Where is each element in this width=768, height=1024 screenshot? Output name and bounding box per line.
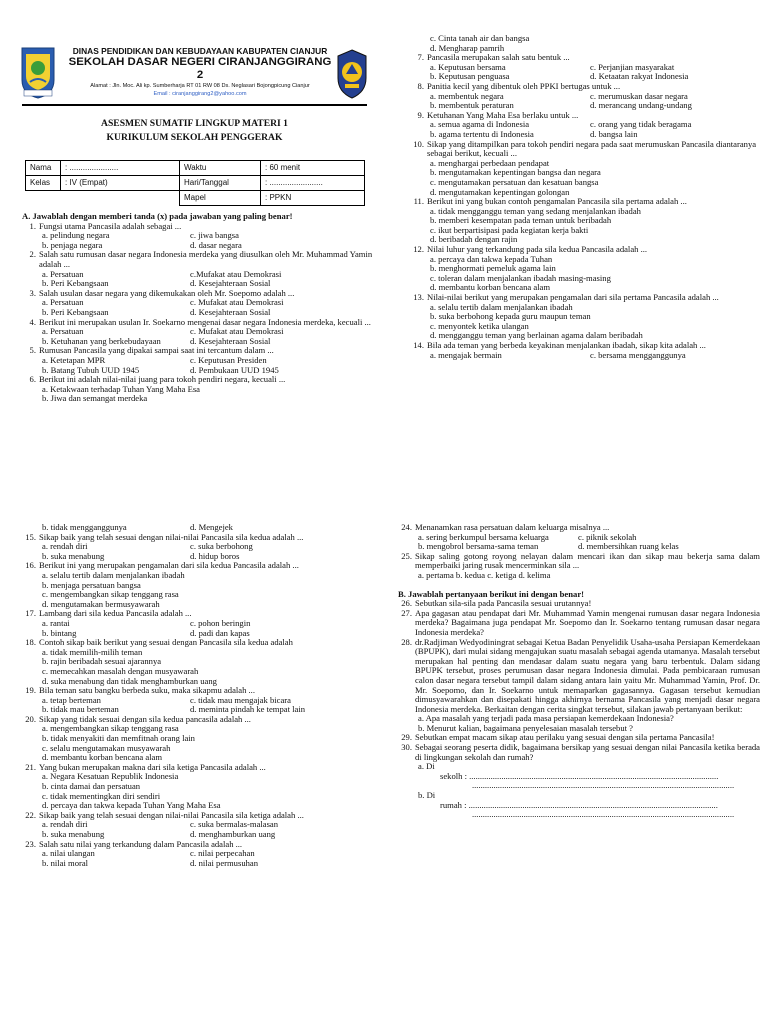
answer-option[interactable]: b. Batang Tubuh UUD 1945 — [42, 364, 140, 375]
answer-option[interactable]: c. suka berbohong — [190, 541, 253, 552]
question-text: Salah usulan dasar negara yang dikemukakan oleh Mr. Soepomo adalah ... — [39, 287, 295, 298]
answer-options-row — [22, 859, 388, 869]
question-number: 30. — [401, 742, 412, 753]
answer-option[interactable]: c. orang yang tidak beragama — [590, 119, 692, 130]
question-item — [398, 552, 760, 571]
question-text: Salah satu nilai yang terkandung dalam Pancasila adalah ... — [39, 838, 243, 849]
question-number: 17. — [25, 608, 36, 619]
answer-option[interactable]: b. nilai moral — [42, 857, 89, 868]
question-text: Bila teman satu bangku berbeda suku, maka sikapmu adalah ... — [39, 685, 255, 696]
answer-option[interactable]: d. merancang undang-undang — [590, 100, 692, 111]
section-heading: B. Jawablah pertanyaan berikut ini dengan benar! — [398, 588, 584, 599]
answer-option[interactable]: a. tetap berteman — [42, 694, 101, 705]
answer-option[interactable]: a. menghargai perbedaan pendapat — [430, 157, 550, 168]
answer-option[interactable]: d. nilai permusuhan — [190, 857, 259, 868]
question-number: 21. — [25, 761, 36, 772]
answer-option[interactable]: c. tidak mau mengajak bicara — [190, 694, 291, 705]
answer-option[interactable]: c. Keputusan Presiden — [190, 354, 267, 365]
question-number: 6. — [29, 374, 36, 385]
answer-option[interactable]: a. membentuk negara — [430, 90, 504, 101]
hari-label: Hari/Tanggal — [180, 176, 261, 191]
question-text: Yang bukan merupakan makna dari sila ketiga Pancasila adalah ... — [39, 761, 266, 772]
answer-option[interactable]: a. selalu tertib dalam menjalankan ibadah — [42, 569, 185, 580]
answer-option[interactable]: d. Kesejahteraan Sosial — [190, 306, 271, 317]
answer-option[interactable]: a. Apa masalah yang terjadi pada masa persiapan kemerdekaan Indonesia? — [418, 713, 674, 724]
answer-line[interactable]: rumah : .................................................................................................................... — [440, 800, 718, 810]
answer-option[interactable]: b. Menurut kalian, bagaimana penyelesaian masalah tersebut ? — [418, 722, 633, 733]
question-number: 9. — [417, 109, 424, 120]
answer-option[interactable]: d. Pembukaan UUD 1945 — [190, 364, 279, 375]
question-number: 12. — [413, 244, 424, 255]
answer-options-row — [410, 351, 760, 361]
question-number: 1. — [29, 220, 36, 231]
waktu-value: : 60 menit — [261, 161, 365, 176]
answer-option[interactable]: c. piknik sekolah — [578, 531, 637, 542]
question-text: Bila ada teman yang berbeda keyakinan menjalankan ibadah, sikap kita adalah ... — [427, 340, 706, 350]
answer-option[interactable]: c. mengembangkan sikap tenggang rasa — [42, 589, 179, 600]
answer-option[interactable]: a. Di — [418, 761, 435, 772]
question-text: Berikut ini adalah nilai-nilai juang para tokoh pendiri negara, kecuali ... — [39, 374, 286, 385]
answer-option[interactable]: b. Jiwa dan semangat merdeka — [42, 393, 148, 404]
answer-option[interactable]: c. pohon beringin — [190, 617, 251, 628]
answer-option[interactable]: a. Persatuan — [42, 268, 84, 279]
answer-option[interactable]: a. Keputusan bersama — [430, 61, 506, 72]
answer-option[interactable]: d. Mengejek — [190, 522, 233, 532]
answer-option[interactable]: b. mengobrol bersama-sama teman — [418, 541, 539, 552]
question-text: Rumusan Pancasila yang dipakai sampai saat ini tercantum dalam ... — [39, 345, 274, 356]
question-item — [398, 638, 760, 715]
answer-option[interactable]: c. suka bermalas-malasan — [190, 819, 279, 830]
kelas-label: Kelas — [26, 176, 61, 191]
answer-option[interactable]: a. percaya dan takwa kepada Tuhan — [430, 253, 553, 264]
answer-option[interactable]: a. mengembangkan sikap tenggang rasa — [42, 723, 179, 734]
answer-option[interactable]: b. menjaga persatuan bangsa — [42, 579, 141, 590]
question-text: Sikap baik yang telah sesuai dengan nilai-nilai Pancasila sila kedua adalah ... — [39, 531, 304, 542]
answer-option[interactable]: c. jiwa bangsa — [190, 230, 239, 241]
answer-option[interactable]: c. merumuskan dasar negara — [590, 90, 688, 101]
answer-option[interactable]: a. mengajak bermain — [430, 349, 502, 360]
answer-option[interactable]: a. selalu tertib dalam menjalankan ibadah — [430, 301, 573, 312]
question-text: Nilai luhur yang terkandung pada sila kedua Pancasila adalah ... — [427, 244, 648, 255]
question-text: Sikap saling gotong royong nelayan dalam mencari ikan dan sikap mau bekerja sama dalam memperbaiki jaring rusak mencerminkan sila ... — [415, 550, 760, 571]
question-number: 22. — [25, 809, 36, 820]
answer-option[interactable]: b. agama tertentu di Indonesia — [430, 128, 534, 139]
answer-option[interactable]: c. selalu mengutamakan musyawarah — [42, 742, 171, 753]
answer-option[interactable]: d. membantu korban bencana alam — [42, 752, 163, 763]
nama-label: Nama — [26, 161, 61, 176]
dinas-name: DINAS PENDIDIKAN DAN KEBUDAYAAN KABUPATEN CIANJUR — [72, 46, 328, 56]
question-number: 11. — [413, 196, 424, 207]
answer-option[interactable]: b. menghormati pemeluk agama lain — [430, 263, 556, 274]
hari-value[interactable]: : ........................ — [261, 176, 365, 191]
answer-option[interactable]: a. rendah diri — [42, 819, 88, 830]
answer-option[interactable]: b. bintang — [42, 627, 77, 638]
question-text: Berikut ini yang bukan contoh pengamalan Pancasila sila pertama adalah ... — [427, 196, 687, 207]
answer-option[interactable]: d. beribadah dengan rajin — [430, 234, 518, 245]
answer-option[interactable]: c. menyontek ketika ulangan — [430, 320, 529, 331]
school-address: Alamat : Jln. Moc. Ali kp. Sumberharja RT 01 RW 08 Ds. Neglasari Bojongpicung Cianjur — [90, 83, 310, 89]
question-text: dr.Radjiman Wedyodiningrat sebagai Ketua Badan Penyelidik Usaha-usaha Persiapan Kemerdekaan (BPUPK), dari mulai sidang mengajukan suatu masalah sebagai agenda utamanya. Masalah tersebut merupakan hal penting dan mendasar dalam suatu negara yang baru terbentuk. Dalam sidang BPUPK tersebut, proses perumusan dasar negara Indonesia dimulai. Pada pembicaraan rumusan calon dasar negara tersebut tampil dalam sidang antara lain yaitu Mr. Muhammad Yamin, Prof. Dr. Mr. Soepomo, dan Ir. Soekarno untuk memaparkan gagasannya. Gagasan tersebut kemudian dimusyawarahkan dan disepakati hingga akhirnya bernama Pancasila yang menjadi dasar negara Indonesia merdeka. Berkaitan dengan cerita singkat tersebut, silakan jawab pertanyaan berikut: — [415, 636, 760, 714]
answer-option[interactable]: b. tidak menyakiti dan memfitnah orang lain — [42, 733, 195, 744]
answer-option[interactable]: a. Persatuan — [42, 326, 84, 337]
answer-option[interactable]: a. Negara Kesatuan Republik Indonesia — [42, 771, 179, 782]
answer-option[interactable]: b. cinta damai dan persatuan — [42, 781, 141, 792]
question-number: 29. — [401, 732, 412, 743]
answer-option[interactable]: a. nilai ulangan — [42, 848, 95, 859]
answer-option[interactable]: c. mengutamakan persatuan dan kesatuan bangsa — [430, 176, 599, 187]
answer-option[interactable]: d. mengganggu teman yang berlainan agama dalam beribadah — [430, 330, 643, 341]
answer-option[interactable]: c. toleran dalam menjalankan ibadah masing-masing — [430, 272, 611, 283]
answer-option[interactable]: c. Cinta tanah air dan bangsa — [430, 33, 530, 43]
answer-option[interactable]: d. percaya dan takwa kepada Tuhan Yang Maha Esa — [42, 800, 221, 811]
question-number: 15. — [25, 531, 36, 542]
question-text: Nilai-nilai berikut yang merupakan pengamalan dari sila pertama Pancasila adalah ... — [427, 292, 719, 303]
question-text: Sikap yang tidak sesuai dengan sila kedua pancasila adalah ... — [39, 713, 251, 724]
answer-option[interactable]: a. sering berkumpul bersama keluarga — [418, 531, 549, 542]
answer-option[interactable]: b. tidak mau berteman — [42, 704, 119, 715]
section-heading: A. Jawablah dengan memberi tanda (x) pada jawaban yang paling benar! — [22, 211, 293, 221]
school-email: Email : ciranjanggirang2@yahoo.com — [153, 91, 247, 97]
waktu-label: Waktu — [180, 161, 261, 176]
answer-option[interactable]: d. menghamburkan uang — [190, 829, 276, 839]
answer-option[interactable]: c. Mufakat atau Demokrasi — [190, 326, 284, 337]
answer-option[interactable]: a. tidak mengganggu teman yang sedang menjalankan ibadah — [430, 205, 641, 216]
question-number: 25. — [401, 550, 412, 561]
questions-column-left-top — [22, 0, 378, 520]
questions-column-right-bottom — [398, 523, 760, 1023]
question-text: Sikap baik yang telah sesuai dengan nilai-nilai Pancasila sila ketiga adalah ... — [39, 809, 304, 820]
question-number: 20. — [25, 713, 36, 724]
answer-option[interactable]: d. membantu korban bencana alam — [430, 282, 551, 293]
question-text: Sebagai seorang peserta didik, bagaimana bersikap yang sesuai dengan nilai Pancasila ketika berada di lingkungan sekolah dan rumah? — [415, 742, 760, 762]
answer-option[interactable]: c. tidak mementingkan diri sendiri — [42, 790, 161, 801]
question-text: Sebutkan empat macam sikap atau perilaku yang sesuai dengan sila pertama Pancasila! — [415, 732, 715, 743]
school-name: SEKOLAH DASAR NEGERI CIRANJANGGIRANG 2 — [68, 56, 332, 81]
question-number: 26. — [401, 598, 412, 609]
question-number: 24. — [401, 522, 412, 532]
mapel-label: Mapel — [180, 191, 261, 206]
answer-option[interactable]: b. membentuk peraturan — [430, 100, 514, 111]
question-number: 7. — [417, 52, 424, 63]
question-number: 18. — [25, 637, 36, 648]
questions-column-left-bottom — [22, 523, 388, 1023]
answer-option[interactable]: b. rajin beribadah sesuai ajarannya — [42, 656, 162, 667]
answer-option[interactable]: d. dasar negara — [190, 239, 242, 250]
question-text: Lambang dari sila kedua Pancasila adalah ... — [39, 608, 192, 619]
answer-option[interactable]: b. Keputusan penguasa — [430, 71, 510, 82]
question-text: Berikut ini yang merupakan pengamalan dari sila kedua Pancasila adalah ... — [39, 560, 299, 571]
answer-option[interactable]: c. memecahkan masalah dengan musyawarah — [42, 665, 199, 676]
answer-option[interactable]: b. Ketuhanan yang berkebudayaan — [42, 335, 161, 346]
answer-option[interactable]: b. mengutamakan kepentingan bangsa dan negara — [430, 167, 601, 178]
answer-option[interactable]: d. mengutamakan bermusyawarah — [42, 598, 160, 609]
answer-option[interactable]: b. penjaga negara — [42, 239, 103, 250]
mapel-value: : PPKN — [261, 191, 365, 206]
answer-option[interactable]: d. membersihkan ruang kelas — [578, 541, 679, 552]
answer-option[interactable]: a. semua agama di Indonesia — [430, 119, 530, 130]
answer-option[interactable]: c. ikut berpartisipasi pada kegiatan kerja bakti — [430, 224, 589, 235]
questions-column-right-top — [410, 0, 760, 520]
answer-option[interactable]: d. suka menabung dan tidak menghamburkan uang — [42, 675, 217, 686]
answer-option[interactable]: c. Perjanjian masyarakat — [590, 61, 675, 72]
answer-option[interactable]: c. Mufakat atau Demokrasi — [190, 297, 284, 308]
answer-option[interactable]: b. memberi kesempatan pada teman untuk beribadah — [430, 215, 612, 226]
answer-option[interactable]: d. Kesejahteraan Sosial — [190, 335, 271, 346]
answer-option[interactable]: a. tidak memilih-milih teman — [42, 646, 143, 657]
question-number: 19. — [25, 685, 36, 696]
question-text: Sebutkan sila-sila pada Pancasila sesuai urutannya! — [415, 598, 592, 609]
answer-option[interactable]: c. bersama mengganggunya — [590, 349, 686, 360]
answer-option[interactable]: c.Mufakat atau Demokrasi — [190, 268, 282, 279]
question-text: Panitia kecil yang dibentuk oleh PPKI bertugas untuk ... — [427, 80, 621, 91]
answer-option[interactable]: d. meminta pindah ke tempat lain — [190, 704, 306, 715]
answer-option[interactable]: b. suka menabung — [42, 550, 105, 561]
exam-title: ASESMEN SUMATIF LINGKUP MATERI 1 — [101, 118, 288, 129]
answer-option[interactable]: a. pertama b. kedua c. ketiga d. kelima — [418, 569, 551, 580]
answer-option[interactable]: b. Peri Kebangsaan — [42, 306, 109, 317]
question-number: 2. — [29, 249, 36, 260]
answer-option[interactable]: a. rantai — [42, 617, 70, 628]
answer-line[interactable]: .......................................................................................................................... — [472, 810, 735, 820]
question-text: Salah satu rumusan dasar negara Indonesia merdeka yang diusulkan oleh Mr. Muhammad Yamin adalah ... — [39, 249, 373, 269]
answer-option[interactable]: a. Persatuan — [42, 297, 84, 308]
answer-option[interactable]: d. Kesejahteraan Sosial — [190, 278, 271, 289]
question-item — [22, 250, 378, 269]
question-text: Pancasila merupakan salah satu bentuk ... — [427, 52, 570, 63]
exam-subtitle: KURIKULUM SEKOLAH PENGGERAK — [106, 132, 283, 143]
answer-option[interactable]: c. nilai perpecahan — [190, 848, 255, 859]
question-text: Berikut ini merupakan usulan Ir. Soekarno mengenai dasar negara Indonesia merdeka, kecuali ... — [39, 316, 371, 327]
answer-line[interactable]: .......................................................................................................................... — [472, 781, 735, 791]
question-text: Menanamkan rasa persatuan dalam keluarga misalnya ... — [415, 522, 610, 532]
question-number: 27. — [401, 607, 412, 618]
question-number: 10. — [413, 138, 424, 149]
question-number: 14. — [413, 340, 424, 350]
answer-option[interactable]: d. hidup boros — [190, 550, 240, 561]
question-number: 16. — [25, 560, 36, 571]
question-text: Apa gagasan atau pendapat dari Mr. Muhammad Yamin mengenai rumusan dasar negara Indonesia merdeka? Bagaimana juga pendapat Mr. Soepomo dan Ir. Soekarno tentang rumusan dasar negara Indonesia merdeka? — [415, 607, 760, 637]
answer-option[interactable]: a. rendah diri — [42, 541, 88, 552]
answer-line[interactable]: sekolh : .................................................................................................................... — [440, 771, 719, 781]
question-text: Ketuhanan Yang Maha Esa berlaku untuk ... — [427, 109, 579, 120]
question-text: Sikap yang ditampilkan para tokoh pendiri negara pada saat merumuskan Pancasila diantaranya sebagai berikut, kecuali ... — [427, 138, 757, 159]
question-text: Fungsi utama Pancasila adalah sebagai ... — [39, 220, 182, 231]
kelas-value: : IV (Empat) — [61, 176, 180, 191]
answer-option[interactable]: a. pelindung negara — [42, 230, 110, 241]
answer-option[interactable]: b. suka menabung — [42, 829, 105, 839]
question-text: Contoh sikap baik berikut yang sesuai dengan Pancasila sila kedua adalah — [39, 637, 293, 648]
answer-option[interactable]: b. suka berbohong kepada guru maupun teman — [430, 311, 591, 322]
question-number: 4. — [29, 316, 36, 327]
answer-option[interactable]: d. Ketaatan rakyat Indonesia — [590, 71, 689, 82]
answer-option[interactable]: b. Di — [418, 790, 436, 801]
question-item — [410, 140, 760, 159]
answer-option[interactable]: d. Mengharap pamrih — [430, 42, 505, 53]
answer-option[interactable]: b. Peri Kebangsaan — [42, 278, 109, 289]
question-item — [398, 609, 760, 638]
question-number: 5. — [29, 345, 36, 356]
answer-option[interactable]: a. Ketakwaan terhadap Tuhan Yang Maha Esa — [42, 383, 200, 394]
answer-option[interactable]: d. mengutamakan kepentingan golongan — [430, 186, 570, 197]
nama-value[interactable]: : ...................... — [61, 161, 180, 176]
question-number: 3. — [29, 287, 36, 298]
question-number: 28. — [401, 636, 412, 647]
answer-option[interactable]: d. bangsa lain — [590, 128, 638, 139]
answer-option[interactable]: d. padi dan kapas — [190, 627, 250, 638]
question-number: 23. — [25, 838, 36, 849]
answer-option[interactable]: b. tidak mengganggunya — [42, 522, 127, 532]
question-number: 8. — [417, 80, 424, 91]
answer-option[interactable]: a. Ketetapan MPR — [42, 354, 106, 365]
question-item — [398, 743, 760, 762]
question-number: 13. — [413, 292, 424, 303]
